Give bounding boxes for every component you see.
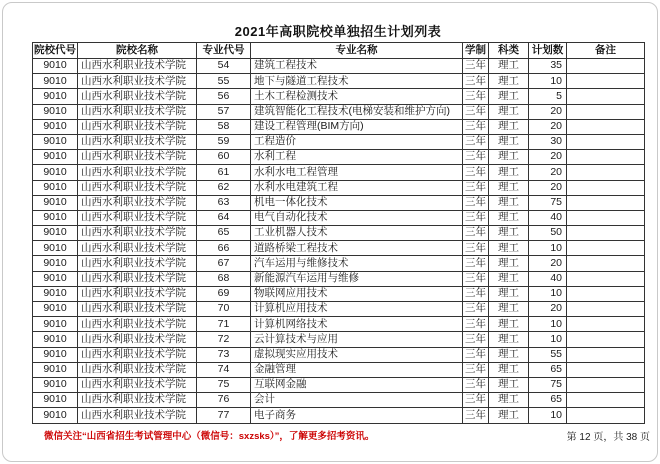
table-cell: 山西水利职业技术学院 [78, 317, 197, 332]
table-cell: 61 [197, 165, 251, 180]
table-cell: 20 [529, 165, 567, 180]
table-cell: 理工 [489, 180, 529, 195]
table-cell: 山西水利职业技术学院 [78, 210, 197, 225]
table-cell: 56 [197, 89, 251, 104]
table-cell: 工程造价 [251, 134, 463, 149]
table-cell: 水利水电工程管理 [251, 165, 463, 180]
table-cell: 68 [197, 271, 251, 286]
table-cell: 30 [529, 134, 567, 149]
column-header: 院校代号 [33, 43, 78, 59]
table-cell: 60 [197, 150, 251, 165]
table-cell: 理工 [489, 150, 529, 165]
table-cell: 计算机网络技术 [251, 317, 463, 332]
table-cell: 40 [529, 271, 567, 286]
table-cell: 山西水利职业技术学院 [78, 150, 197, 165]
table-cell: 20 [529, 150, 567, 165]
table-cell: 理工 [489, 119, 529, 134]
table-cell: 三年 [463, 180, 489, 195]
table-cell: 山西水利职业技术学院 [78, 74, 197, 89]
table-cell: 9010 [33, 59, 78, 74]
table-cell: 理工 [489, 89, 529, 104]
table-cell: 理工 [489, 104, 529, 119]
table-cell [567, 332, 645, 347]
column-header: 备注 [567, 43, 645, 59]
table-cell: 10 [529, 332, 567, 347]
table-cell: 9010 [33, 317, 78, 332]
table-cell: 9010 [33, 393, 78, 408]
table-cell [567, 302, 645, 317]
table-cell: 山西水利职业技术学院 [78, 271, 197, 286]
table-cell: 三年 [463, 317, 489, 332]
table-cell: 新能源汽车运用与维修 [251, 271, 463, 286]
table-row [33, 271, 645, 286]
table-cell: 9010 [33, 332, 78, 347]
table-cell: 理工 [489, 362, 529, 377]
table-cell: 山西水利职业技术学院 [78, 89, 197, 104]
table-cell [567, 377, 645, 392]
table-cell: 9010 [33, 165, 78, 180]
table-cell: 三年 [463, 210, 489, 225]
table-cell [567, 347, 645, 362]
table-cell: 三年 [463, 256, 489, 271]
table-cell: 理工 [489, 271, 529, 286]
table-cell: 水利工程 [251, 150, 463, 165]
table-cell: 山西水利职业技术学院 [78, 195, 197, 210]
table-cell: 9010 [33, 150, 78, 165]
table-row [33, 119, 645, 134]
table-cell [567, 271, 645, 286]
table-cell: 山西水利职业技术学院 [78, 119, 197, 134]
table-cell: 35 [529, 59, 567, 74]
table-cell [567, 104, 645, 119]
table-cell: 65 [197, 226, 251, 241]
page-number: 第 12 页，共 38 页 [566, 432, 650, 443]
table-row [33, 150, 645, 165]
table-cell: 20 [529, 104, 567, 119]
table-cell: 9010 [33, 302, 78, 317]
table-cell [567, 362, 645, 377]
column-header: 专业代号 [197, 43, 251, 59]
table-cell: 机电一体化技术 [251, 195, 463, 210]
table-cell [567, 180, 645, 195]
table-cell: 9010 [33, 195, 78, 210]
table-cell: 三年 [463, 59, 489, 74]
table-cell: 山西水利职业技术学院 [78, 134, 197, 149]
table-cell: 理工 [489, 195, 529, 210]
table-cell: 5 [529, 89, 567, 104]
table-cell: 65 [529, 362, 567, 377]
table-row [33, 89, 645, 104]
table-cell: 山西水利职业技术学院 [78, 256, 197, 271]
table-cell: 山西水利职业技术学院 [78, 286, 197, 301]
table-cell: 山西水利职业技术学院 [78, 362, 197, 377]
table-cell: 74 [197, 362, 251, 377]
table-cell: 9010 [33, 362, 78, 377]
table-cell: 会计 [251, 393, 463, 408]
table-cell: 山西水利职业技术学院 [78, 393, 197, 408]
table-cell [567, 89, 645, 104]
table-row [33, 286, 645, 301]
table-cell: 9010 [33, 408, 78, 423]
table-cell: 理工 [489, 226, 529, 241]
table-cell: 三年 [463, 89, 489, 104]
table-row [33, 347, 645, 362]
table-cell: 64 [197, 210, 251, 225]
table-cell: 59 [197, 134, 251, 149]
table-cell: 水利水电建筑工程 [251, 180, 463, 195]
table-cell: 三年 [463, 165, 489, 180]
table-cell: 建筑工程技术 [251, 59, 463, 74]
table-cell: 道路桥梁工程技术 [251, 241, 463, 256]
table-cell: 9010 [33, 226, 78, 241]
table-cell: 20 [529, 256, 567, 271]
table-cell [567, 256, 645, 271]
table-row [33, 59, 645, 74]
table-cell: 土木工程检测技术 [251, 89, 463, 104]
table-cell: 69 [197, 286, 251, 301]
table-cell: 理工 [489, 302, 529, 317]
table-row [33, 195, 645, 210]
table-cell [567, 195, 645, 210]
table-cell: 54 [197, 59, 251, 74]
table-cell: 75 [529, 377, 567, 392]
table-cell: 9010 [33, 74, 78, 89]
table-cell: 9010 [33, 134, 78, 149]
table-cell: 10 [529, 241, 567, 256]
table-cell: 72 [197, 332, 251, 347]
column-header: 学制 [463, 43, 489, 59]
table-body [33, 59, 645, 424]
table-cell [567, 241, 645, 256]
table-cell: 理工 [489, 347, 529, 362]
table-row [33, 241, 645, 256]
table-cell: 理工 [489, 332, 529, 347]
table-cell: 9010 [33, 210, 78, 225]
table-cell: 57 [197, 104, 251, 119]
table-cell: 10 [529, 286, 567, 301]
table-cell: 9010 [33, 180, 78, 195]
table-cell: 理工 [489, 377, 529, 392]
table-cell: 三年 [463, 302, 489, 317]
table-cell: 电气自动化技术 [251, 210, 463, 225]
table-cell: 三年 [463, 408, 489, 423]
table-cell: 三年 [463, 377, 489, 392]
table-cell: 金融管理 [251, 362, 463, 377]
table-head [33, 43, 645, 59]
table-cell: 山西水利职业技术学院 [78, 332, 197, 347]
table-cell [567, 150, 645, 165]
table-cell: 理工 [489, 210, 529, 225]
table-cell: 三年 [463, 134, 489, 149]
table-cell: 71 [197, 317, 251, 332]
table-cell: 9010 [33, 104, 78, 119]
table-cell: 三年 [463, 393, 489, 408]
table-cell [567, 134, 645, 149]
table-cell: 三年 [463, 195, 489, 210]
table-cell: 9010 [33, 271, 78, 286]
table-row [33, 302, 645, 317]
table-cell: 三年 [463, 150, 489, 165]
table-cell: 汽车运用与维修技术 [251, 256, 463, 271]
table-cell: 建设工程管理(BIM方向) [251, 119, 463, 134]
table-cell: 理工 [489, 393, 529, 408]
table-cell: 物联网应用技术 [251, 286, 463, 301]
table-row [33, 256, 645, 271]
table-cell: 虚拟现实应用技术 [251, 347, 463, 362]
table-cell: 75 [197, 377, 251, 392]
table-cell [567, 393, 645, 408]
table-cell [567, 226, 645, 241]
table-cell: 工业机器人技术 [251, 226, 463, 241]
page-title: 2021年高职院校单独招生计划列表 [234, 24, 442, 39]
table-cell: 理工 [489, 317, 529, 332]
table-cell: 理工 [489, 408, 529, 423]
table-cell: 理工 [489, 74, 529, 89]
table-cell: 62 [197, 180, 251, 195]
table-row [33, 362, 645, 377]
table-cell: 10 [529, 408, 567, 423]
table-cell: 三年 [463, 226, 489, 241]
table-row [33, 104, 645, 119]
table-cell [567, 408, 645, 423]
table-cell [567, 59, 645, 74]
table-cell: 云计算技术与应用 [251, 332, 463, 347]
table-cell: 10 [529, 317, 567, 332]
table-cell: 三年 [463, 104, 489, 119]
table-row [33, 134, 645, 149]
table-cell: 三年 [463, 74, 489, 89]
table-row [33, 317, 645, 332]
table-cell: 理工 [489, 256, 529, 271]
table-cell: 三年 [463, 286, 489, 301]
table-row [33, 210, 645, 225]
column-header: 专业名称 [251, 43, 463, 59]
table-cell: 40 [529, 210, 567, 225]
table-cell: 9010 [33, 241, 78, 256]
table-cell: 建筑智能化工程技术(电梯安装和维护方向) [251, 104, 463, 119]
table-row [33, 332, 645, 347]
table-cell: 20 [529, 180, 567, 195]
plan-table [32, 42, 645, 424]
table-row [33, 408, 645, 423]
table-cell: 50 [529, 226, 567, 241]
table-cell: 70 [197, 302, 251, 317]
table-cell: 58 [197, 119, 251, 134]
table-cell: 理工 [489, 165, 529, 180]
table-cell [567, 74, 645, 89]
table-cell: 理工 [489, 241, 529, 256]
table-cell: 9010 [33, 347, 78, 362]
table-cell: 理工 [489, 134, 529, 149]
table-cell: 三年 [463, 347, 489, 362]
table-row [33, 393, 645, 408]
table-cell: 63 [197, 195, 251, 210]
table-cell: 77 [197, 408, 251, 423]
table-row [33, 377, 645, 392]
table-cell: 9010 [33, 377, 78, 392]
table-cell: 山西水利职业技术学院 [78, 226, 197, 241]
table-cell [567, 119, 645, 134]
table-cell: 73 [197, 347, 251, 362]
table-cell: 75 [529, 195, 567, 210]
table-cell: 山西水利职业技术学院 [78, 104, 197, 119]
table-cell: 9010 [33, 119, 78, 134]
table-cell [567, 210, 645, 225]
footer-notice: 微信关注“山西省招生考试管理中心（微信号：sxzsks）”，了解更多招考资讯。 [44, 431, 375, 442]
table-cell: 山西水利职业技术学院 [78, 347, 197, 362]
table-cell: 计算机应用技术 [251, 302, 463, 317]
table-cell: 9010 [33, 89, 78, 104]
table-row [33, 180, 645, 195]
header-row [33, 43, 645, 59]
table-cell: 55 [529, 347, 567, 362]
column-header: 计划数 [529, 43, 567, 59]
table-cell: 互联网金融 [251, 377, 463, 392]
table-cell: 55 [197, 74, 251, 89]
table-cell: 9010 [33, 286, 78, 301]
table-cell: 三年 [463, 119, 489, 134]
table-cell: 山西水利职业技术学院 [78, 180, 197, 195]
table-cell: 9010 [33, 256, 78, 271]
table-cell: 66 [197, 241, 251, 256]
table-cell: 三年 [463, 332, 489, 347]
table-row [33, 165, 645, 180]
table-cell: 10 [529, 74, 567, 89]
table-cell: 山西水利职业技术学院 [78, 59, 197, 74]
column-header: 院校名称 [78, 43, 197, 59]
column-header: 科类 [489, 43, 529, 59]
table-cell: 20 [529, 119, 567, 134]
table-row [33, 226, 645, 241]
table-cell: 三年 [463, 271, 489, 286]
table-cell: 电子商务 [251, 408, 463, 423]
table-cell: 山西水利职业技术学院 [78, 302, 197, 317]
table-cell: 山西水利职业技术学院 [78, 165, 197, 180]
table-cell: 76 [197, 393, 251, 408]
table-cell [567, 286, 645, 301]
table-cell: 三年 [463, 241, 489, 256]
table-cell: 地下与隧道工程技术 [251, 74, 463, 89]
table-cell: 三年 [463, 362, 489, 377]
table-cell: 65 [529, 393, 567, 408]
table-cell: 山西水利职业技术学院 [78, 377, 197, 392]
table-cell [567, 165, 645, 180]
table-cell: 理工 [489, 59, 529, 74]
table-row [33, 74, 645, 89]
table-cell: 山西水利职业技术学院 [78, 241, 197, 256]
table-cell: 20 [529, 302, 567, 317]
table-cell: 山西水利职业技术学院 [78, 408, 197, 423]
table-cell [567, 317, 645, 332]
table-cell: 理工 [489, 286, 529, 301]
table-cell: 67 [197, 256, 251, 271]
